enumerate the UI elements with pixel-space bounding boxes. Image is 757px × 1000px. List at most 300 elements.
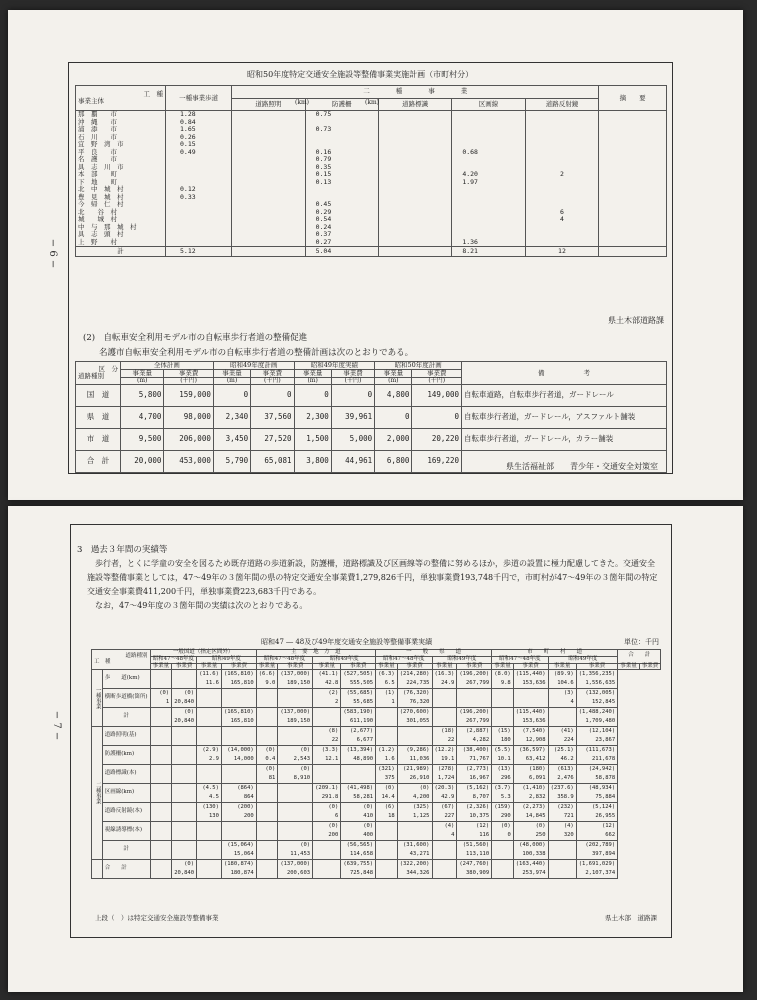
light-values <box>232 111 305 247</box>
cell-total: 58,878 <box>595 775 616 782</box>
cell-total: 6,677 <box>356 737 374 744</box>
cell-special <box>174 822 194 831</box>
cell-value: 0 <box>294 384 331 406</box>
cell-total: 291.8 <box>321 794 339 801</box>
cell-total: 12,908 <box>525 737 546 744</box>
cell-total <box>280 831 310 840</box>
cell-special: (2,273) <box>522 804 546 811</box>
type1-value: 0.84 <box>180 117 196 126</box>
cell-value <box>513 841 548 860</box>
cell-total: 380,909 <box>466 870 490 877</box>
line-value <box>462 216 522 224</box>
cell-value: 0 <box>331 384 374 406</box>
cell-total: 211,678 <box>592 756 616 763</box>
unit-k: (千円) <box>164 377 213 384</box>
cell-special: (89.9) <box>553 671 574 678</box>
cell-value <box>576 746 617 765</box>
line-value <box>462 186 522 194</box>
cell-total <box>153 679 170 688</box>
hdr-cost: 事業費 <box>251 369 294 377</box>
hdr-total: 全体計画 <box>121 362 214 370</box>
cell-total <box>435 698 455 707</box>
cell-total: 8,910 <box>293 775 311 782</box>
cell-value <box>172 822 197 841</box>
cell-special: (1,488,240) <box>578 709 616 716</box>
remarks-values <box>599 111 667 247</box>
cell-value <box>432 803 457 822</box>
hdr-cost: 事業費 <box>164 369 213 377</box>
cell-value <box>256 708 278 727</box>
cell-total: 4.5 <box>209 794 219 801</box>
cell-value <box>197 860 222 879</box>
cell-total <box>259 698 276 707</box>
table3-unit: 単位：千円 <box>624 638 659 646</box>
cell-special: (137,000) <box>280 671 311 678</box>
cell-value <box>341 822 376 841</box>
cell-special: (0) <box>265 766 276 773</box>
hdr-entity: 事業主体 <box>78 97 104 105</box>
cell-special <box>174 727 194 736</box>
cell-value: 2,000 <box>375 428 412 450</box>
cell-total: 8,707 <box>472 794 490 801</box>
table1 <box>75 85 667 257</box>
cell-total <box>199 831 219 840</box>
cell-value <box>278 860 313 879</box>
cell-value <box>376 841 398 860</box>
cell-total: 104.6 <box>557 680 574 687</box>
unit-k: (千円) <box>251 377 294 384</box>
cell-special: (0) <box>328 823 339 830</box>
cell-special: (7,540) <box>522 728 546 735</box>
cell-special <box>153 708 170 717</box>
type1-value: 0.15 <box>180 140 196 148</box>
cell-special: (0) <box>300 747 311 754</box>
cell-value <box>457 765 492 784</box>
hdr-group: 主 要 地 方 道 <box>256 650 375 657</box>
cell-value <box>256 670 278 689</box>
cell-total: 296 <box>500 775 511 782</box>
type1-value: 0.26 <box>180 132 196 141</box>
cell-value <box>197 708 222 727</box>
cell-special: (2,677) <box>349 728 374 735</box>
hdr-qty: 事業量 <box>294 369 331 377</box>
cell-special: (0) <box>384 785 395 792</box>
cell-value <box>432 860 457 879</box>
table-row <box>76 406 667 428</box>
cell-special: (12.2) <box>434 747 455 754</box>
cell-total <box>259 812 276 821</box>
cell-value <box>548 822 576 841</box>
hdr-cost: 事業費 <box>278 663 313 670</box>
cell-special: (165,810) <box>223 709 254 716</box>
cell-total: 224 <box>563 737 574 744</box>
unit-m: (m) <box>375 377 412 384</box>
cell-total <box>280 736 310 745</box>
row-label: 合 計 <box>102 860 150 879</box>
cell-total: 2,543 <box>293 756 311 763</box>
cell-total: 6 <box>335 813 339 820</box>
cell-value: 4,700 <box>121 406 164 428</box>
cell-value <box>457 727 492 746</box>
cell-total <box>174 850 194 859</box>
cell-total: 100,338 <box>522 851 546 858</box>
cell-special: (76,320) <box>403 690 430 697</box>
cell-total: 250 <box>535 832 546 839</box>
cell-value <box>313 670 341 689</box>
unit-m: (m) <box>121 377 164 384</box>
cell-total: 662 <box>605 832 616 839</box>
cell-total <box>378 717 395 726</box>
cell-value <box>397 822 432 841</box>
cell-total: 63,412 <box>525 756 546 763</box>
cell-value: 5,800 <box>121 384 164 406</box>
cell-value <box>313 689 341 708</box>
cell-value <box>256 784 278 803</box>
cell-value <box>278 841 313 860</box>
cell-total <box>315 717 338 726</box>
cell-total: 2,832 <box>529 794 546 801</box>
hdr-period: 昭和49年度 <box>313 656 376 663</box>
cell-special: (0) <box>300 842 311 849</box>
cell-value <box>513 765 548 784</box>
cell-value <box>376 860 398 879</box>
cell-value: 0 <box>213 384 250 406</box>
cell-total: 189,150 <box>286 718 311 725</box>
cell-special: (51,560) <box>462 842 490 849</box>
cell-value <box>341 784 376 803</box>
cell-total: 58,281 <box>353 794 374 801</box>
cell-total: 14,000 <box>233 756 254 763</box>
cell-value <box>397 727 432 746</box>
cell-special: (1.2) <box>378 747 395 754</box>
cell-special: (2,887) <box>466 728 490 735</box>
fence-value <box>316 134 376 142</box>
cell-value <box>492 822 514 841</box>
cell-total <box>516 698 546 707</box>
hdr-cost: 事業費 <box>221 663 256 670</box>
cell-special: (322,200) <box>399 861 430 868</box>
cell-total <box>153 736 170 745</box>
cell-special: (0) <box>159 690 170 697</box>
cell-total <box>494 717 511 726</box>
cell-total: 6,091 <box>529 775 546 782</box>
cell-special: (864) <box>237 785 254 792</box>
cell-special <box>400 727 430 736</box>
fence-value: 0.54 <box>315 215 332 223</box>
cell-special <box>153 746 170 755</box>
cell-value <box>376 708 398 727</box>
cell-value <box>432 670 457 689</box>
cell-total: 4,282 <box>472 737 490 744</box>
cell-special: (5,162) <box>466 785 490 792</box>
cell-value <box>150 841 172 860</box>
fence-value: 0.29 <box>315 207 332 216</box>
cell-total: 153,636 <box>522 680 546 687</box>
cell-value <box>150 803 172 822</box>
cell-value <box>313 841 341 860</box>
cell-value <box>172 708 197 727</box>
cell-value <box>197 727 222 746</box>
cell-total: 555,505 <box>349 680 374 687</box>
cell-value <box>278 822 313 841</box>
mirror-value <box>528 194 597 202</box>
hdr-period: 昭和49年度 <box>548 656 618 663</box>
cell-value <box>457 708 492 727</box>
cell-special <box>378 708 395 717</box>
cell-total <box>280 698 310 707</box>
cell-value <box>548 860 576 879</box>
cell-value <box>548 689 576 708</box>
cell-total <box>315 869 338 878</box>
cell-total <box>378 869 395 878</box>
type1-value: 1.28 <box>180 110 196 118</box>
sign-values <box>378 111 451 247</box>
cell-total: 721 <box>563 813 574 820</box>
table-row <box>92 670 661 689</box>
cell-value <box>513 803 548 822</box>
cell-value <box>172 746 197 765</box>
cell-special: (180) <box>529 766 546 773</box>
hdr-remarks: 摘 要 <box>599 86 667 111</box>
hdr-s50: 昭和50年度計画 <box>375 362 462 370</box>
cell-total <box>174 831 194 840</box>
cell-value <box>576 841 617 860</box>
cell-value <box>492 746 514 765</box>
line-value: 4.20 <box>462 170 478 178</box>
cell-special: (41) <box>560 728 574 735</box>
cell-value <box>548 841 576 860</box>
cell-total <box>224 698 254 707</box>
type1-value <box>180 239 229 247</box>
entity-name: 城 城 村 <box>78 215 117 223</box>
cell-total: 6.5 <box>384 680 395 687</box>
cell-special: (2,326) <box>466 804 490 811</box>
table-row <box>92 822 661 841</box>
cell-special: (48,934) <box>588 785 616 792</box>
cell-total: 10.1 <box>497 756 511 763</box>
page-7 <box>8 506 743 992</box>
cell-total <box>199 736 219 745</box>
entity-name: 具 志 川 市 <box>78 162 124 171</box>
cell-total <box>153 793 170 802</box>
cell-value: 0 <box>251 384 294 406</box>
cell-special: (180,874) <box>223 861 254 868</box>
hdr-line: 区画線 <box>452 98 525 111</box>
row-label: 横断歩道橋(箇所) <box>102 689 150 708</box>
cell-total: 267,799 <box>466 718 490 725</box>
cell-total: 1,125 <box>412 813 430 820</box>
cell-total: 358.9 <box>557 794 574 801</box>
line-value <box>462 111 522 119</box>
cell-special <box>378 860 395 869</box>
cell-special: (0) <box>184 861 195 868</box>
cell-special: (2,773) <box>466 766 490 773</box>
row-label: 道路反射鏡(本) <box>102 803 150 822</box>
cell-value <box>492 765 514 784</box>
cell-value <box>221 784 256 803</box>
line-value <box>462 126 522 134</box>
entity-name: 浦 添 市 <box>78 125 117 133</box>
page-number: − 7 − <box>51 710 63 741</box>
cell-value <box>376 670 398 689</box>
cell-total <box>174 793 194 802</box>
cell-total <box>199 698 219 707</box>
cell-special: (15) <box>497 728 511 735</box>
cell-special: (196,200) <box>459 709 490 716</box>
cell-value <box>197 670 222 689</box>
cell-value <box>513 784 548 803</box>
cell-value <box>313 708 341 727</box>
cell-special: (4) <box>444 823 455 830</box>
cell-value <box>397 708 432 727</box>
entity-name: 北 中 城 村 <box>78 185 124 193</box>
cell-special: (41.1) <box>318 671 339 678</box>
cell-special: (16.3) <box>434 671 455 678</box>
cell-special: (18) <box>441 728 455 735</box>
cell-total: 397,894 <box>592 851 616 858</box>
cell-special: (15,064) <box>227 842 254 849</box>
cell-total <box>280 812 310 821</box>
cell-value <box>150 822 172 841</box>
cell-value <box>376 765 398 784</box>
cell-special <box>259 784 276 793</box>
cell-total: 48,890 <box>353 756 374 763</box>
cell-value <box>197 689 222 708</box>
cell-special: (2.9) <box>202 747 219 754</box>
mirror-value <box>528 111 597 119</box>
cell-total <box>199 774 219 783</box>
cell-total <box>435 717 455 726</box>
cell-special <box>259 822 276 831</box>
cell-total: 1 <box>391 699 395 706</box>
fence-value: 0.79 <box>315 155 332 163</box>
cell-special: (13,394) <box>346 747 374 754</box>
cell-value <box>256 860 278 879</box>
hdr-group: 市 町 村 道 <box>492 650 618 657</box>
cell-total: 12.1 <box>325 756 339 763</box>
cell-value <box>576 765 617 784</box>
cell-total <box>199 850 219 859</box>
cell-value <box>576 784 617 803</box>
cell-value <box>172 765 197 784</box>
cell-special: (4) <box>563 823 574 830</box>
cell-value <box>457 784 492 803</box>
cell-total: 43,271 <box>409 851 430 858</box>
cell-value <box>256 822 278 841</box>
line-value: 1.36 <box>462 237 478 246</box>
cell-total: 26,955 <box>595 813 616 820</box>
line-value <box>462 224 522 232</box>
hdr-road: 道路種別 <box>125 652 148 659</box>
cell-value <box>313 860 341 879</box>
entity-name: 中 与 那 城 村 <box>78 222 137 231</box>
hdr-period: 昭和47〜48年度 <box>150 656 197 663</box>
hdr-qty: 事業量 <box>197 663 222 670</box>
cell-value <box>172 803 197 822</box>
table-row <box>76 428 667 450</box>
unit-km: (km) <box>295 99 310 106</box>
cell-value <box>341 727 376 746</box>
cell-special: (196,200) <box>459 671 490 678</box>
cell-value <box>172 784 197 803</box>
cell-total: 5.3 <box>500 794 511 801</box>
cell-special <box>259 708 276 717</box>
cell-special <box>224 689 254 698</box>
cell-value <box>432 727 457 746</box>
cell-value: 206,000 <box>164 428 213 450</box>
mirror-value <box>528 156 597 164</box>
cell-value <box>513 746 548 765</box>
cell-special <box>153 765 170 774</box>
cell-special <box>378 727 395 736</box>
cell-special: (202,789) <box>585 842 616 849</box>
cell-value <box>432 689 457 708</box>
cell-total: 1.6 <box>384 756 395 763</box>
type1-value <box>180 224 229 232</box>
cell-special: (5,124) <box>592 804 616 811</box>
cell-value: 9,500 <box>121 428 164 450</box>
hdr-sign: 道路標識 <box>378 98 451 111</box>
cell-total: 9.0 <box>265 680 276 687</box>
cell-total: 1,556,635 <box>585 680 616 687</box>
cell-value <box>576 822 617 841</box>
fence-value: 0.45 <box>315 200 332 208</box>
entity-name: 宜 野 湾 市 <box>78 140 124 148</box>
cell-total <box>174 736 194 745</box>
cell-special: (115,440) <box>515 709 546 716</box>
hdr-period: 昭和47〜48年度 <box>376 656 432 663</box>
cell-value: 5,000 <box>331 428 374 450</box>
cell-value <box>492 670 514 689</box>
type1-value <box>180 231 229 239</box>
cell-special: (0) <box>500 823 511 830</box>
cell-value <box>432 822 457 841</box>
cell-total <box>153 869 170 878</box>
cell-value <box>150 708 172 727</box>
hdr-period: 昭和49年度 <box>432 656 492 663</box>
cell-value <box>376 803 398 822</box>
cell-special <box>259 860 276 869</box>
cell-value <box>432 784 457 803</box>
hdr-qty: 事業量 <box>548 663 576 670</box>
cell-value <box>576 689 617 708</box>
cell-value <box>457 841 492 860</box>
total-label: 計 <box>76 247 166 257</box>
cell-value <box>256 841 278 860</box>
cell-total: 20,840 <box>174 718 195 725</box>
hdr-group: 一般国道（指定区間外） <box>150 650 256 657</box>
mirror-value <box>528 186 597 194</box>
cell-total: 114,658 <box>349 851 374 858</box>
cell-total: 4 <box>451 832 455 839</box>
cell-value <box>256 765 278 784</box>
cell-special: (1) <box>384 690 395 697</box>
cell-value <box>172 860 197 879</box>
cell-total: 180,874 <box>230 870 254 877</box>
cell-value <box>221 746 256 765</box>
cell-value <box>256 803 278 822</box>
cell-total <box>315 850 338 859</box>
cell-value <box>376 746 398 765</box>
cell-special: (137,000) <box>280 709 311 716</box>
cell-special: (8) <box>328 728 339 735</box>
hdr-remarks2: 備 考 <box>462 362 667 385</box>
cell-total: 267,799 <box>466 680 490 687</box>
row-label: 区画線(km) <box>102 784 150 803</box>
category-1: 一種事業 <box>92 670 103 727</box>
cell-value <box>492 708 514 727</box>
cell-value <box>513 822 548 841</box>
